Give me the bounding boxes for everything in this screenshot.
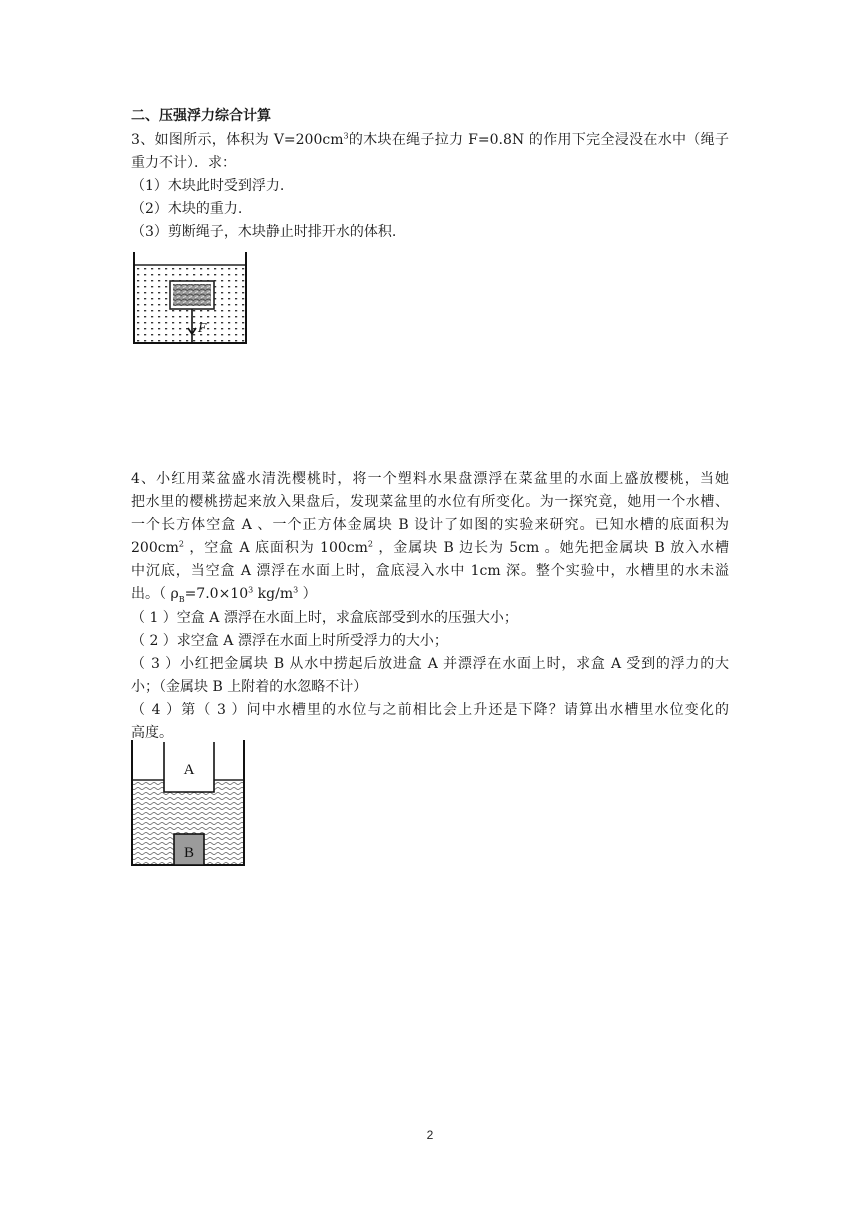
q3-line-1 xyxy=(131,130,729,150)
q4-line-6-sup-2: 3 xyxy=(293,585,299,595)
q4-line-6-post: ） xyxy=(298,586,317,602)
q4-figure-tank xyxy=(128,736,248,872)
q4-box-a-label: A xyxy=(183,762,195,778)
q3-item-2: （2）木块的重力. xyxy=(131,201,243,217)
q4-item-3-cont: 小；（金属块 B 上附着的水忽略不计） xyxy=(131,679,368,695)
q4-block-b-label: B xyxy=(183,845,195,861)
q4-item-1: （ 1 ）空盒 A 漂浮在水面上时，求盒底部受到水的压强大小； xyxy=(131,610,518,626)
q4-item-4: （ 4 ）第（ 3 ）问中水槽里的水位与之前相比会上升还是下降？请算出水槽里水位变化的 xyxy=(131,702,729,718)
q4-line-4-sup-1: 2 xyxy=(178,539,184,549)
q4-line-6-sup-1: 3 xyxy=(248,585,254,595)
q4-line-4-sup-2: 2 xyxy=(367,539,373,549)
page-number: 2 xyxy=(426,1128,434,1142)
q4-item-2: （ 2 ）求空盒 A 漂浮在水面上时所受浮力的大小； xyxy=(131,633,448,649)
q3-line-2: 重力不计）．求： xyxy=(131,155,236,171)
q3-line-1-sup: 3 xyxy=(343,131,349,141)
q4-item-3: （ 3 ）小红把金属块 B 从水中捞起后放进盒 A 并漂浮在水面上时，求盒 A 受到的浮力的大 xyxy=(131,656,729,672)
q4-line-4-post: ，金属块 B 边长为 5cm 。她先把金属块 B 放入水槽 xyxy=(372,540,729,556)
q3-item-3: （3）剪断绳子，木块静止时排开水的体积. xyxy=(131,224,397,240)
q4-line-4 xyxy=(131,538,729,558)
q3-wood-texture xyxy=(173,284,211,306)
q4-line-1: 4、小红用菜盆盛水清洗樱桃时，将一个塑料水果盘漂浮在菜盆里的水面上盛放樱桃，当她 xyxy=(131,471,729,487)
q4-line-6-sub: B xyxy=(178,594,185,604)
q4-line-5: 中沉底，当空盒 A 漂浮在水面上时，盒底浸入水中 1cm 深。整个实验中，水槽里的水未溢 xyxy=(131,563,729,579)
q4-item-4-cont: 高度。 xyxy=(131,725,173,741)
q4-line-2: 把水里的樱桃捞起来放入果盘后，发现菜盆里的水位有所变化。为一探究竟，她用一个水槽、 xyxy=(131,494,729,510)
section-title: 二、压强浮力综合计算 xyxy=(131,108,271,124)
q4-line-4-pre: 200cm xyxy=(131,540,179,556)
q4-line-6-pre: 出。（ ρ xyxy=(131,586,179,602)
q3-line-1-post: 的木块在绳子拉力 F=0.8N 的作用下完全浸没在水中（绳子 xyxy=(348,132,729,148)
q4-line-6-mid: =7.0×10 xyxy=(184,586,249,602)
q4-line-4-mid: ，空盒 A 底面积为 100cm xyxy=(183,540,368,556)
q3-item-1: （1）木块此时受到浮力. xyxy=(131,178,285,194)
q3-force-label: F xyxy=(198,321,207,335)
q3-line-1-pre: 3、如图所示，体积为 V=200cm xyxy=(131,132,344,148)
q4-line-6 xyxy=(131,584,317,604)
q4-line-6-mid-2: kg/m xyxy=(253,586,294,602)
q4-line-3: 一个长方体空盒 A 、一个正方体金属块 B 设计了如图的实验来研究。已知水槽的底面积为 xyxy=(131,517,729,533)
q3-figure-wood-block-in-water xyxy=(128,248,252,348)
